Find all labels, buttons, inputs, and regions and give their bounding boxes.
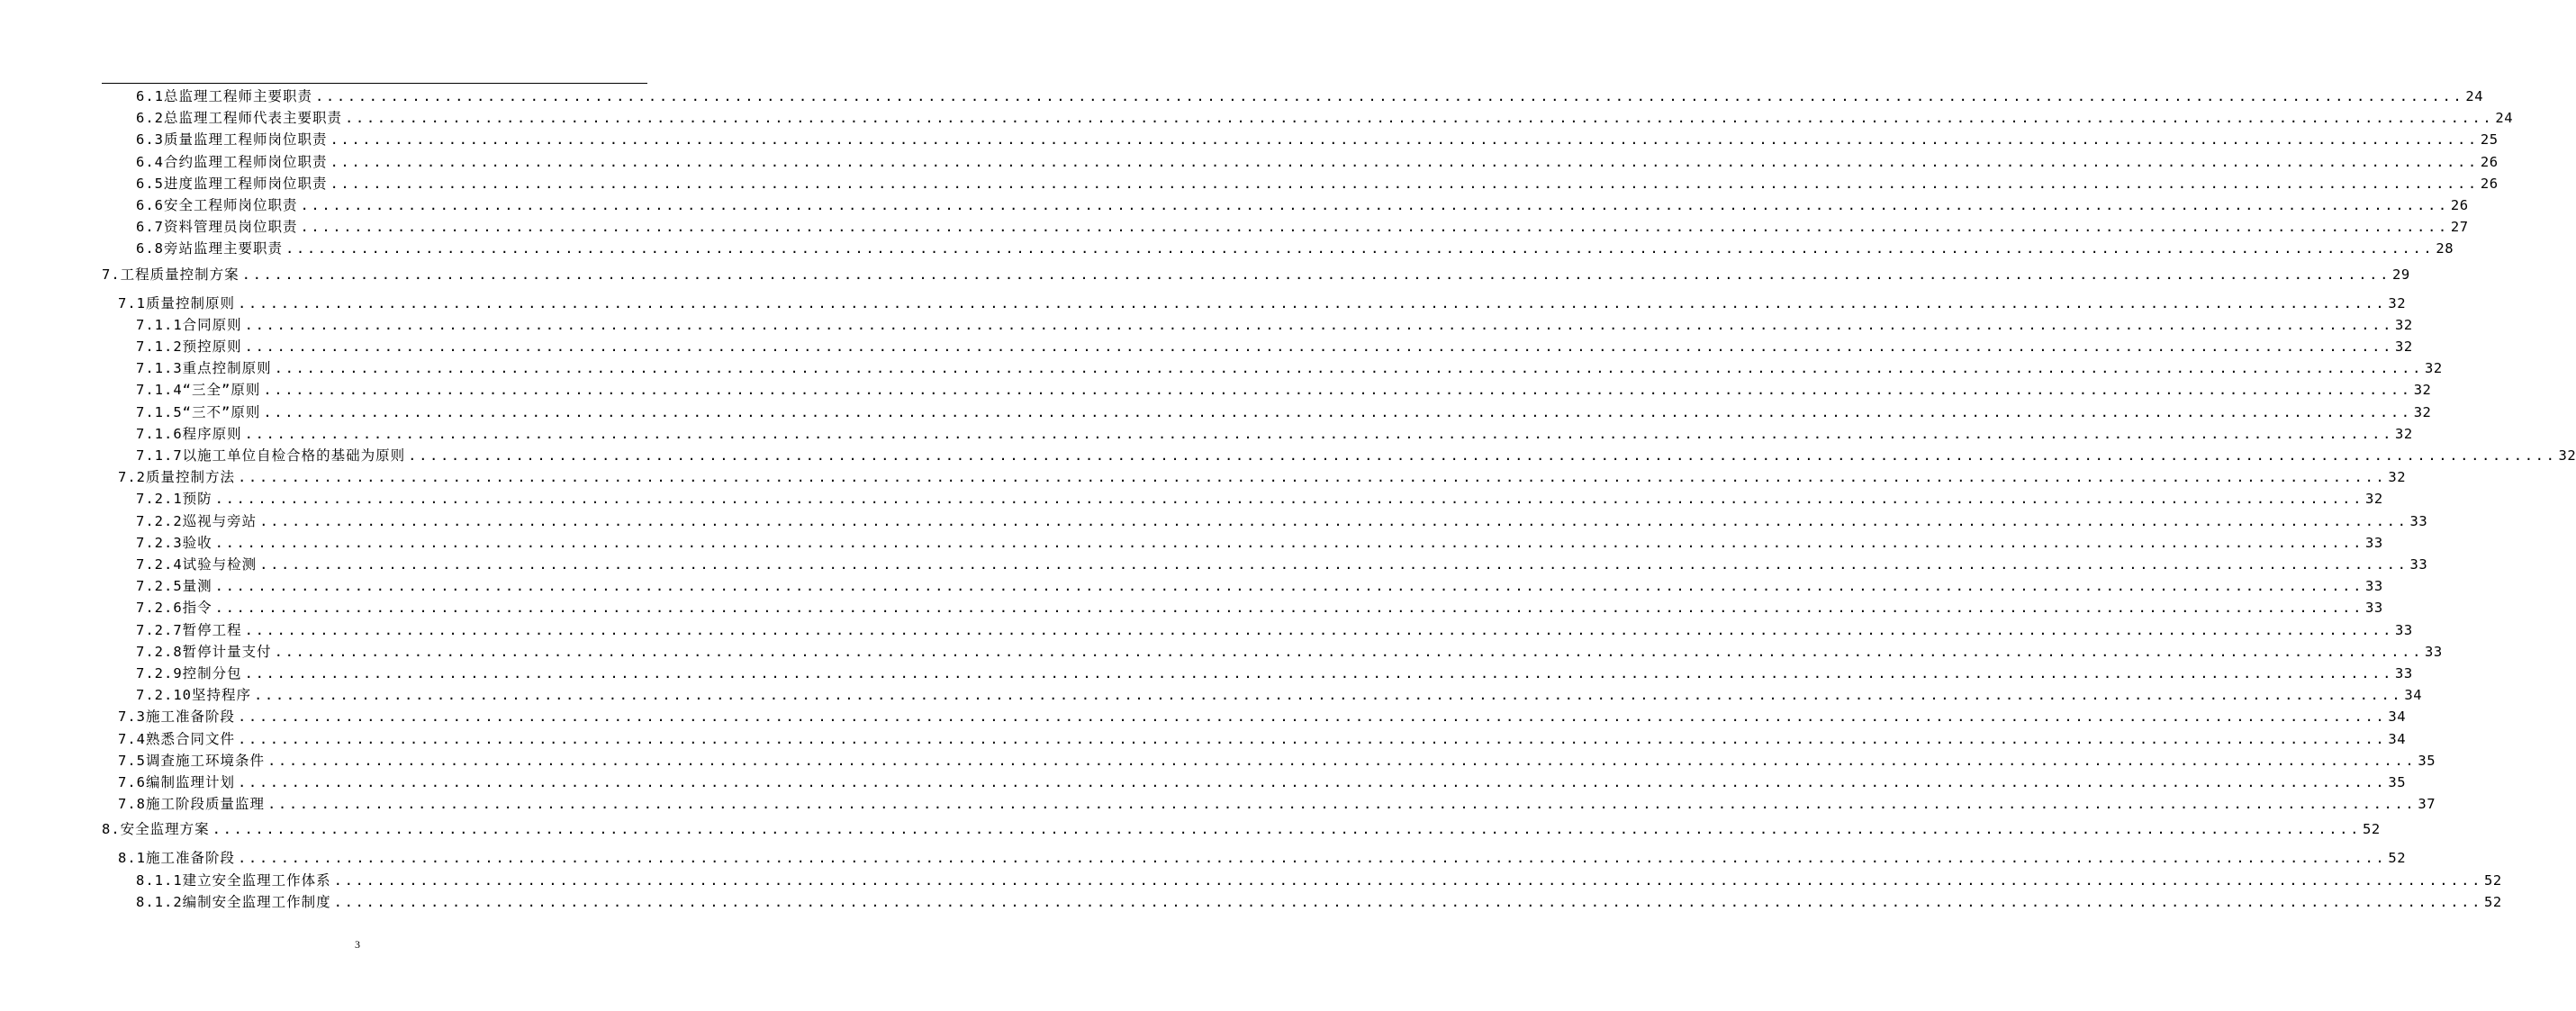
toc-dot-leader: ........................................................................................................................................................................................................ [244, 621, 2394, 638]
toc-entry-label: 7.1质量控制原则 [118, 294, 235, 311]
toc-entry[interactable] [136, 337, 2413, 357]
toc-dot-leader: ........................................................................................................................................................................................................ [244, 665, 2394, 682]
toc-dot-leader: ........................................................................................................................................................................................................ [214, 600, 2364, 617]
toc-entry-label: 7.5调查施工环境条件 [118, 752, 265, 769]
toc-entry-label: 7.4熟悉合同文件 [118, 730, 235, 747]
toc-entry-page: 34 [2388, 730, 2407, 747]
toc-dot-leader: ........................................................................................................................................................................................................ [315, 88, 2464, 104]
toc-entry-page: 32 [2413, 382, 2432, 399]
toc-dot-leader: ........................................................................................................................................................................................................ [244, 316, 2394, 333]
toc-entry-page: 32 [2395, 339, 2413, 355]
toc-dot-leader: ........................................................................................................................................................................................................ [238, 469, 2387, 486]
toc-entry-page: 52 [2388, 850, 2407, 867]
toc-dot-leader: ........................................................................................................................................................................................................ [345, 110, 2494, 127]
toc-entry-page: 33 [2425, 643, 2443, 660]
toc-entry[interactable] [136, 195, 2469, 215]
toc-entry-page: 52 [2484, 893, 2502, 910]
toc-dot-leader: ........................................................................................................................................................................................................ [274, 360, 2424, 377]
toc-dot-leader: ........................................................................................................................................................................................................ [212, 821, 2362, 838]
toc-entry-page: 27 [2450, 219, 2469, 236]
toc-entry[interactable] [136, 217, 2469, 237]
toc-dot-leader: ........................................................................................................................................................................................................ [244, 425, 2394, 442]
toc-entry[interactable] [118, 794, 2436, 814]
toc-entry[interactable] [136, 576, 2383, 596]
toc-entry-label: 6.5进度监理工程师岗位职责 [136, 175, 328, 192]
toc-entry-page: 52 [2484, 871, 2502, 889]
toc-entry-label: 6.3质量监理工程师岗位职责 [136, 131, 328, 149]
toc-entry[interactable] [118, 772, 2407, 792]
toc-dot-leader: ........................................................................................................................................................................................................ [285, 240, 2435, 257]
toc-entry-label: 7.1.2预控原则 [136, 339, 242, 355]
toc-entry[interactable] [118, 293, 2407, 313]
toc-entry-page: 35 [2418, 752, 2436, 769]
toc-entry-page: 26 [2450, 197, 2469, 213]
toc-dot-leader: ........................................................................................................................................................................................................ [214, 491, 2364, 508]
toc-dot-leader: ........................................................................................................................................................................................................ [333, 871, 2483, 889]
toc-dot-leader: ........................................................................................................................................................................................................ [267, 752, 2417, 769]
toc-entry-label: 7.2.10坚持程序 [136, 687, 251, 704]
toc-entry-label: 7.2.5量测 [136, 578, 212, 595]
toc-dot-leader: ........................................................................................................................................................................................................ [241, 266, 2391, 283]
toc-entry-page: 33 [2365, 578, 2383, 595]
toc-dot-leader: ........................................................................................................................................................................................................ [214, 578, 2364, 595]
toc-entry-label: 6.6安全工程师岗位职责 [136, 197, 298, 213]
toc-entry-label: 8.1施工准备阶段 [118, 850, 235, 867]
toc-dot-leader: ........................................................................................................................................................................................................ [254, 687, 2403, 704]
toc-entry-page: 52 [2363, 821, 2381, 838]
toc-entry[interactable] [118, 467, 2407, 487]
toc-entry[interactable] [136, 685, 2423, 705]
toc-entry-label: 6.2总监理工程师代表主要职责 [136, 110, 342, 127]
toc-entry-page: 37 [2418, 796, 2436, 813]
toc-entry-label: 6.1总监理工程师主要职责 [136, 88, 312, 104]
toc-entry-label: 7.2.8暂停计量支付 [136, 643, 272, 660]
toc-entry-page: 32 [2395, 316, 2413, 333]
toc-entry-label: 7.6编制监理计划 [118, 774, 235, 790]
toc-entry-label: 8.1.1建立安全监理工作体系 [136, 871, 331, 889]
toc-dot-leader: ........................................................................................................................................................................................................ [214, 534, 2364, 551]
toc-entry[interactable] [136, 424, 2413, 444]
toc-entry-label: 6.4合约监理工程师岗位职责 [136, 153, 328, 170]
toc-entry-label: 7.1.6程序原则 [136, 425, 242, 442]
toc-entry-page: 35 [2388, 774, 2407, 790]
toc-dot-leader: ........................................................................................................................................................................................................ [263, 382, 2412, 399]
toc-entry-page: 32 [2388, 469, 2407, 486]
toc-entry-label: 7.2.7暂停工程 [136, 621, 242, 638]
toc-entry[interactable] [136, 358, 2443, 378]
toc-entry-page: 26 [2480, 175, 2499, 192]
toc-entry-label: 7.3施工准备阶段 [118, 709, 235, 726]
toc-entry-page: 33 [2409, 556, 2428, 573]
toc-entry[interactable] [118, 707, 2407, 727]
toc-dot-leader: ........................................................................................................................................................................................................ [300, 219, 2449, 236]
toc-entry[interactable] [136, 152, 2499, 172]
toc-entry[interactable] [118, 848, 2407, 868]
toc-entry[interactable] [136, 86, 2484, 106]
toc-entry-page: 32 [2395, 425, 2413, 442]
toc-entry-label: 7.2.3验收 [136, 534, 212, 551]
toc-dot-leader: ........................................................................................................................................................................................................ [333, 893, 2483, 910]
toc-entry-label: 7.1.7以施工单位自检合格的基础为原则 [136, 447, 406, 464]
toc-entry-page: 32 [2365, 491, 2383, 508]
toc-entry-page: 28 [2436, 240, 2454, 257]
toc-entry[interactable] [136, 642, 2443, 662]
toc-entry-page: 32 [2388, 294, 2407, 311]
toc-entry-page: 24 [2495, 110, 2514, 127]
toc-entry[interactable] [102, 819, 2381, 839]
toc-dot-leader: ........................................................................................................................................................................................................ [408, 447, 2557, 464]
toc-entry-label: 7.2.6指令 [136, 600, 212, 617]
toc-entry[interactable] [118, 729, 2407, 749]
toc-entry-label: 7.1.3重点控制原则 [136, 360, 272, 377]
toc-entry-page: 33 [2395, 621, 2413, 638]
toc-entry-label: 7.8施工阶段质量监理 [118, 796, 265, 813]
toc-entry-label: 7.2.9控制分包 [136, 665, 242, 682]
toc-entry-page: 32 [2558, 447, 2576, 464]
toc-entry[interactable] [136, 620, 2413, 640]
toc-dot-leader: ........................................................................................................................................................................................................ [330, 175, 2479, 192]
toc-entry[interactable] [136, 130, 2499, 149]
toc-dot-leader: ........................................................................................................................................................................................................ [238, 774, 2387, 790]
toc-entry[interactable] [136, 402, 2432, 422]
toc-entry-label: 6.7资料管理员岗位职责 [136, 219, 298, 236]
toc-dot-leader: ........................................................................................................................................................................................................ [330, 131, 2479, 149]
toc-entry-page: 33 [2395, 665, 2413, 682]
toc-entry-label: 7.1.4“三全”原则 [136, 382, 261, 399]
toc-entry[interactable] [136, 892, 2502, 912]
page-number: 3 [355, 938, 360, 951]
toc-entry-page: 29 [2392, 266, 2410, 283]
toc-entry-label: 7.1.5“三不”原则 [136, 403, 261, 420]
toc-entry[interactable] [102, 265, 2410, 284]
toc-entry-label: 8.安全监理方案 [102, 821, 210, 838]
toc-dot-leader: ........................................................................................................................................................................................................ [244, 339, 2394, 355]
toc-dot-leader: ........................................................................................................................................................................................................ [238, 730, 2387, 747]
toc-dot-leader: ........................................................................................................................................................................................................ [259, 556, 2409, 573]
toc-entry-label: 7.1.1合同原则 [136, 316, 242, 333]
toc-dot-leader: ........................................................................................................................................................................................................ [238, 850, 2387, 867]
toc-entry[interactable] [136, 555, 2428, 574]
toc-dot-leader: ........................................................................................................................................................................................................ [267, 796, 2417, 813]
toc-entry[interactable] [136, 239, 2454, 258]
toc-dot-leader: ........................................................................................................................................................................................................ [263, 403, 2412, 420]
toc-dot-leader: ........................................................................................................................................................................................................ [259, 512, 2409, 529]
toc-entry-page: 33 [2365, 600, 2383, 617]
toc-entry-page: 24 [2465, 88, 2484, 104]
toc-dot-leader: ........................................................................................................................................................................................................ [238, 294, 2387, 311]
toc-dot-leader: ........................................................................................................................................................................................................ [330, 153, 2479, 170]
toc-entry[interactable] [136, 174, 2499, 194]
toc-entry-page: 26 [2480, 153, 2499, 170]
toc-entry[interactable] [136, 533, 2383, 553]
toc-entry[interactable] [136, 511, 2428, 531]
toc-entry-label: 6.8旁站监理主要职责 [136, 240, 283, 257]
toc-dot-leader: ........................................................................................................................................................................................................ [274, 643, 2424, 660]
toc-entry-page: 34 [2404, 687, 2423, 704]
toc-entry-label: 7.2.2巡视与旁站 [136, 512, 258, 529]
toc-entry[interactable] [136, 871, 2502, 890]
toc-entry-page: 25 [2480, 131, 2499, 149]
toc-entry[interactable] [136, 446, 2576, 465]
toc-entry-label: 7.2质量控制方法 [118, 469, 235, 486]
toc-entry[interactable] [118, 751, 2436, 771]
toc-entry-page: 33 [2409, 512, 2428, 529]
toc-dot-leader: ........................................................................................................................................................................................................ [300, 197, 2449, 213]
toc-entry-page: 32 [2425, 360, 2443, 377]
toc-dot-leader: ........................................................................................................................................................................................................ [238, 709, 2387, 726]
toc-entry[interactable] [136, 315, 2413, 335]
toc-entry[interactable] [136, 663, 2413, 683]
toc-entry-label: 8.1.2编制安全监理工作制度 [136, 893, 331, 910]
toc-entry[interactable] [136, 489, 2383, 509]
toc-entry-label: 7.工程质量控制方案 [102, 266, 240, 283]
toc-entry-label: 7.2.1预防 [136, 491, 212, 508]
toc-entry-page: 33 [2365, 534, 2383, 551]
toc-entry[interactable] [136, 108, 2514, 128]
toc-entry-page: 32 [2413, 403, 2432, 420]
toc-entry[interactable] [136, 380, 2432, 400]
toc-entry-page: 34 [2388, 709, 2407, 726]
toc-entry[interactable] [136, 598, 2383, 618]
toc-entry-label: 7.2.4试验与检测 [136, 556, 258, 573]
